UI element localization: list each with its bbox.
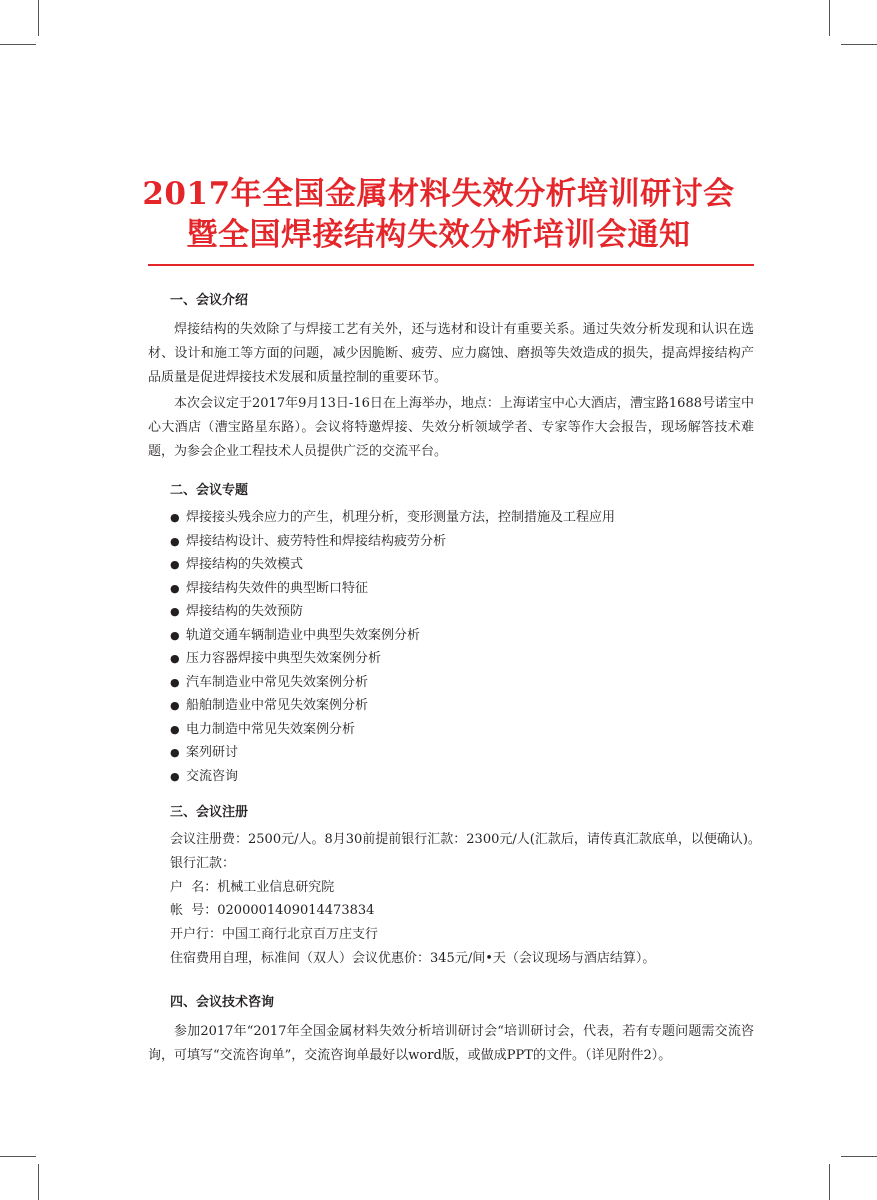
section-1-paragraph-2: 本次会议定于2017年9月13日-16日在上海举办，地点：上海诺宝中心大酒店，漕宝路1688号诺宝中心大酒店（漕宝路星东路）。会议将特邀焊接、失效分析领域学者、专家等作大会报告，现场解答技术难题，为参会企业工程技术人员提供广泛的交流平台。 [148, 396, 754, 459]
list-item: ● 焊接结构设计、疲劳特性和焊接结构疲劳分析 [170, 530, 615, 554]
list-item: ● 案列研讨 [170, 741, 615, 765]
list-item: ● 轨道交通车辆制造业中典型失效案例分析 [170, 624, 615, 648]
section-4-heading: 四、会议技术咨询 [170, 995, 275, 1010]
crop-mark [0, 44, 36, 45]
bullet-icon: ● [170, 628, 180, 642]
topic-list [170, 506, 615, 788]
list-item: ● 焊接结构失效件的典型断口特征 [170, 577, 615, 601]
section-1-heading: 一、会议介绍 [170, 293, 249, 308]
crop-mark [38, 1164, 39, 1200]
list-item: ● 压力容器焊接中典型失效案例分析 [170, 647, 615, 671]
bullet-icon: ● [170, 675, 180, 689]
bullet-icon: ● [170, 769, 180, 783]
bullet-icon: ● [170, 581, 180, 595]
bullet-icon: ● [170, 605, 180, 618]
bullet-icon: ● [170, 722, 180, 736]
bullet-icon: ● [170, 534, 180, 548]
section-1-paragraph-1: 焊接结构的失效除了与焊接工艺有关外，还与选材和设计有重要关系。通过失效分析发现和认识在选材、设计和施工等方面的问题，减少因脆断、疲劳、应力腐蚀、磨损等失效造成的损失，提高焊接结构产品质量是促进焊接技术发展和质量控制的重要环节。 [148, 322, 754, 385]
list-item: ● 船舶制造业中常见失效案例分析 [170, 694, 615, 718]
bullet-icon: ● [170, 652, 180, 665]
accommodation-info: 住宿费用自理，标准间（双人）会议优惠价：345元/间•天（会议现场与酒店结算）。 [170, 950, 656, 966]
crop-mark [829, 0, 830, 36]
section-3-heading: 三、会议注册 [170, 805, 249, 820]
section-2-heading: 二、会议专题 [170, 483, 249, 498]
crop-mark [841, 44, 877, 45]
list-item: ● 焊接结构的失效模式 [170, 553, 615, 577]
bullet-icon: ● [170, 511, 180, 524]
list-item: ● 焊接接头残余应力的产生，机理分析，变形测量方法，控制措施及工程应用 [170, 506, 615, 530]
list-item: ● 焊接结构的失效预防 [170, 600, 615, 624]
section-4-paragraph: 参加2017年“2017年全国金属材料失效分析培训研讨会“培训研讨会，代表，若有专题问题需交流咨询，可填写“交流咨询单”，交流咨询单最好以word版，或做成PPT的文件。（详见附件2）。 [148, 1024, 754, 1063]
registration-fee: 会议注册费：2500元/人。8月30前提前银行汇款：2300元/人(汇款后，请传真汇款底单，以便确认)。 [170, 832, 761, 847]
title-line-2: 暨全国焊接结构失效分析培训会通知 [186, 217, 691, 253]
bullet-icon: ● [170, 699, 180, 712]
list-item: ● 电力制造中常见失效案例分析 [170, 718, 615, 742]
account-number: 帐 号：0200001409014473834 [170, 903, 375, 919]
title-divider [148, 264, 754, 266]
crop-mark [829, 1164, 830, 1200]
title-line-1: 2017年全国金属材料失效分析培训研讨会 [142, 176, 735, 212]
bullet-icon: ● [170, 558, 180, 571]
list-item: ● 汽车制造业中常见失效案例分析 [170, 671, 615, 695]
bullet-icon: ● [170, 746, 180, 759]
account-name: 户 名：机械工业信息研究院 [170, 879, 335, 895]
registration-info [170, 828, 761, 971]
crop-mark [841, 1156, 877, 1157]
crop-mark [0, 1156, 36, 1157]
list-item: ● 交流咨询 [170, 765, 615, 789]
bank-branch: 开户行：中国工商行北京百万庄支行 [170, 927, 379, 943]
bank-transfer-label: 银行汇款： [170, 855, 236, 871]
crop-mark [38, 0, 39, 36]
